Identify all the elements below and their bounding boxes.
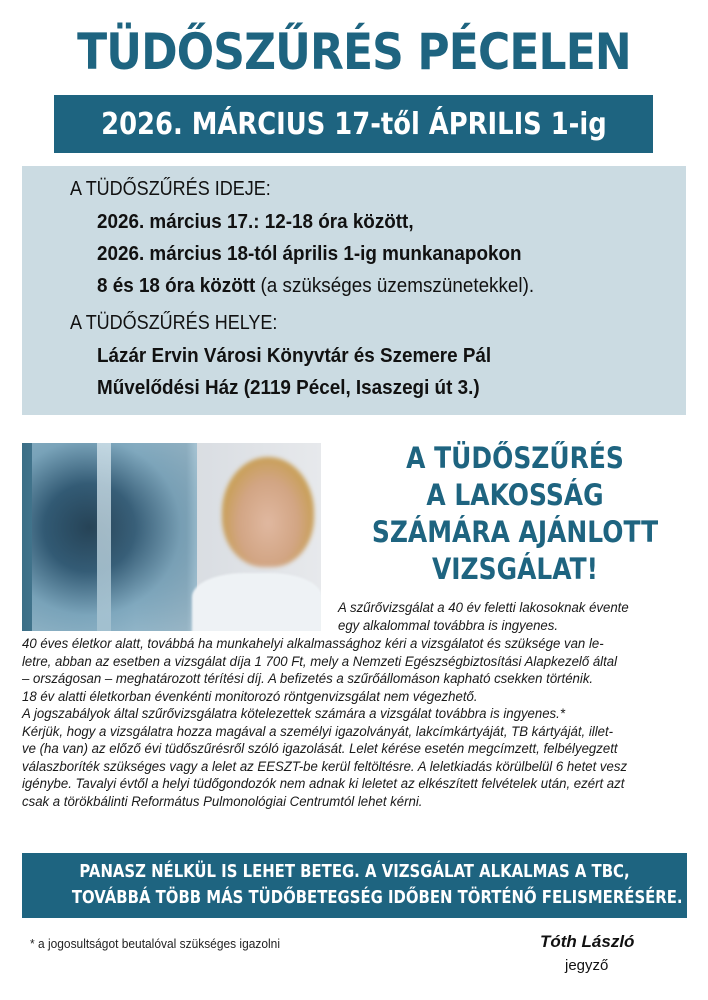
info-box (22, 166, 686, 415)
body-line: egy alkalommal továbbra is ingyenes. (338, 617, 559, 634)
time-line-3-note: (a szükséges üzemszünetekkel). (255, 274, 535, 297)
body-line: letre, abban az esetben a vizsgálat díja 1 700 Ft, mely a Nemzeti Egészségbiztosítási Alapkezelő által (22, 653, 618, 670)
body-line: – országosan – meghatározott térítési díj. A befizetés a szűrőállomáson kapható csekken történik. (22, 671, 594, 687)
place-line-2: Művelődési Ház (2119 Pécel, Isaszegi út 3.) (97, 376, 480, 399)
xray-spine (97, 443, 111, 631)
body-line: 18 év alatti életkorban évenkénti monitorozó röntgenvizsgálat nem végezhető. (22, 688, 478, 705)
headline-line: A LAKOSSÁG (426, 478, 604, 512)
body-line: válaszboríték szükséges vagy a lelet az EESZT-be kerül feltöltésre. A leletkiadás körülbelül 6 hetet vesz (22, 758, 628, 775)
xray-doctor-photo (22, 443, 321, 631)
body-line: ve (ha van) az előző évi tüdőszűrésről szóló igazolását. Lelet kérése esetén megcímzett, felbélyegzett (22, 741, 618, 757)
signature-name: Tóth László (540, 932, 635, 951)
side-paragraph (338, 600, 651, 635)
bottom-banner (22, 853, 687, 918)
doctor-head (222, 457, 314, 567)
body-line: A jogszabályok által szűrővizsgálatra kötelezettek számára a vizsgálat továbbra is ingyenes.* (22, 706, 565, 722)
date-banner (54, 95, 653, 153)
xray-image (32, 443, 197, 631)
body-line: Kérjük, hogy a vizsgálatra hozza magával a személyi igazolványát, lakcímkártyáját, TB kártyáját, illet- (22, 723, 614, 740)
body-line: 40 éves életkor alatt, továbbá ha munkahelyi alkalmassághoz kéri a vizsgálatot és szüksége van le- (22, 636, 604, 652)
signature-role: jegyző (565, 957, 609, 974)
body-line: A szűrővizsgálat a 40 év feletti lakosoknak évente (338, 600, 629, 616)
time-line-3 (97, 274, 534, 298)
time-line-2: 2026. március 18-tól április 1-ig munkanapokon (97, 242, 522, 265)
headline-line: SZÁMÁRA AJÁNLOTT (371, 515, 659, 549)
doctor-coat (192, 573, 321, 631)
main-paragraph (22, 636, 673, 811)
headline (330, 440, 700, 588)
headline-line: VIZSGÁLAT! (431, 552, 599, 586)
time-label: A TÜDŐSZŰRÉS IDEJE: (70, 178, 271, 200)
page-title: TÜDŐSZŰRÉS PÉCELEN (77, 23, 631, 81)
time-line-3-bold: 8 és 18 óra között (97, 274, 256, 297)
time-line-1: 2026. március 17.: 12-18 óra között, (97, 210, 414, 233)
footnote: * a jogosultságot beutalóval szükséges igazolni (30, 936, 280, 951)
body-line: igénybe. Tavalyi évtől a helyi tüdőgondozók nem adnak ki leletet az elkészített felvételek után, ezért azt (22, 776, 625, 792)
bottom-banner-line: PANASZ NÉLKÜL IS LEHET BETEG. A VIZSGÁLAT ALKALMAS A TBC, (79, 862, 630, 882)
date-banner-text: 2026. MÁRCIUS 17-től ÁPRILIS 1-ig (100, 106, 607, 142)
headline-line: A TÜDŐSZŰRÉS (406, 441, 624, 475)
place-line-1: Lázár Ervin Városi Könyvtár és Szemere Pál (97, 344, 492, 367)
bottom-banner-line: TOVÁBBÁ TÖBB MÁS TÜDŐBETEGSÉG IDŐBEN TÖRTÉNŐ FELISMERÉSÉRE. (71, 888, 683, 908)
place-label: A TÜDŐSZŰRÉS HELYE: (70, 312, 278, 334)
body-line: csak a törökbálinti Református Pulmonológiai Centrumtól lehet kérni. (22, 793, 423, 810)
